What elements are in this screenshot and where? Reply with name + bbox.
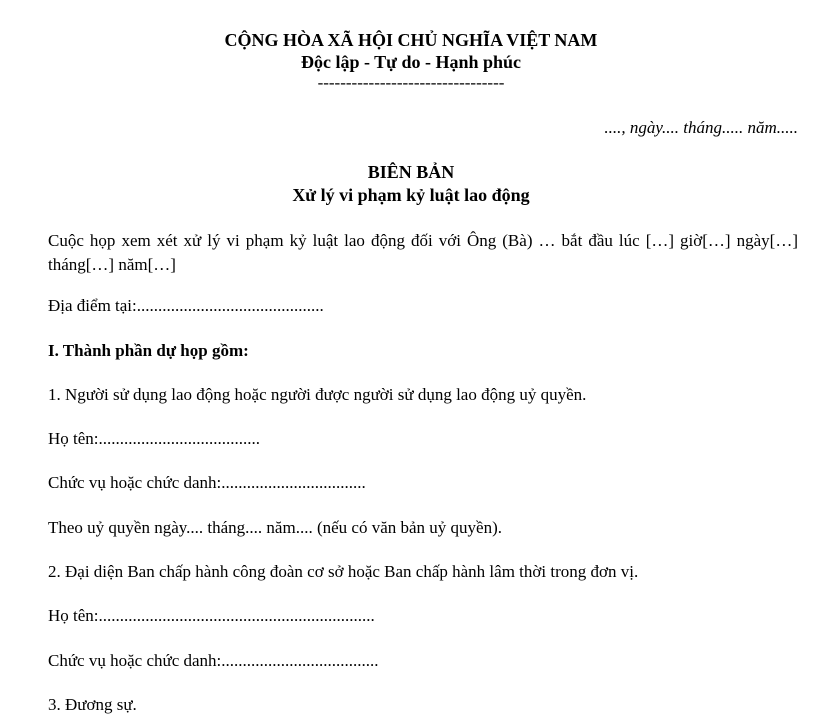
item1-text: 1. Người sử dụng lao động hoặc người được người sử dụng lao động uỷ quyền.: [48, 385, 587, 404]
intro-paragraph: Cuộc họp xem xét xử lý vi phạm kỷ luật lao động đối với Ông (Bà) … bắt đầu lúc […] giờ[…] ngày[…] tháng[…] năm[…]: [48, 231, 798, 274]
header-separator: ---------------------------------: [317, 73, 505, 92]
item1-position-field: Chức vụ hoặc chức danh:..................................: [48, 473, 366, 492]
section1-heading: I. Thành phần dự họp gồm:: [48, 341, 249, 360]
document-subtitle: Xử lý vi phạm kỷ luật lao động: [292, 185, 530, 205]
national-title: CỘNG HÒA XÃ HỘI CHỦ NGHĨA VIỆT NAM: [224, 30, 598, 50]
motto: Độc lập - Tự do - Hạnh phúc: [300, 52, 522, 72]
item1-authorization: Theo uỷ quyền ngày.... tháng.... năm.... (nếu có văn bản uỷ quyền).: [48, 518, 503, 537]
item3-text: 3. Đương sự.: [48, 695, 137, 714]
item2-position-field: Chức vụ hoặc chức danh:.....................................: [48, 651, 379, 670]
date-line: ...., ngày.... tháng..... năm.....: [604, 118, 798, 137]
document-title: BIÊN BẢN: [367, 162, 455, 182]
location-line: Địa điểm tại:............................................: [48, 296, 324, 315]
item2-name-field: Họ tên:.................................................................: [48, 606, 375, 625]
item1-name-field: Họ tên:......................................: [48, 429, 261, 448]
item2-text: 2. Đại diện Ban chấp hành công đoàn cơ sở hoặc Ban chấp hành lâm thời trong đơn vị.: [48, 562, 639, 581]
